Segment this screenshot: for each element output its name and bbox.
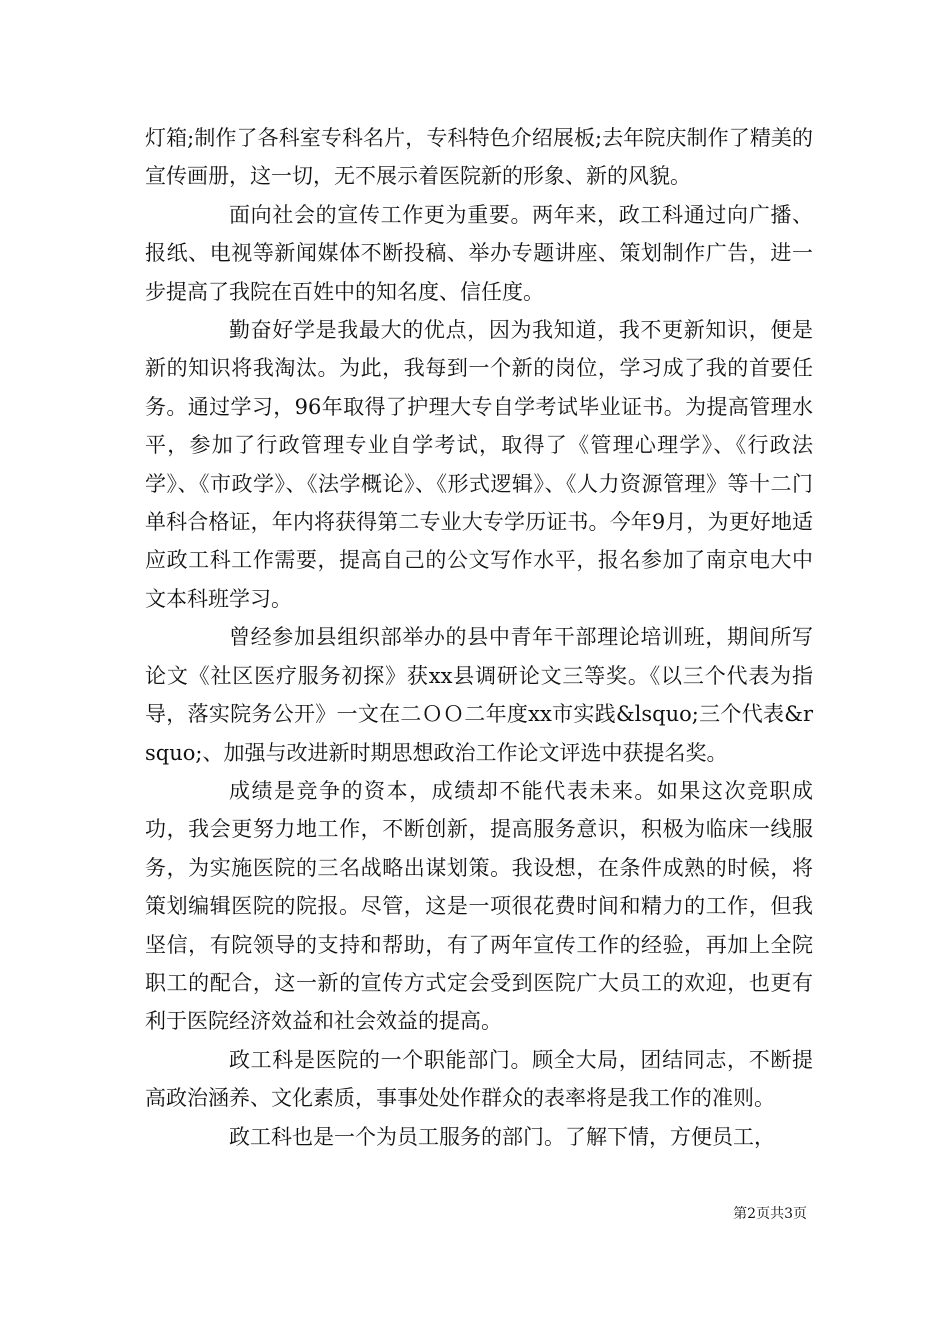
paragraph-6: 政工科是医院的一个职能部门。顾全大局，团结同志，不断提高政治涵养、文化素质，事事处处作群众的表率将是我工作的准则。 bbox=[145, 1047, 813, 1111]
paragraph-5: 成绩是竞争的资本，成绩却不能代表未来。如果这次竞职成功，我会更努力地工作，不断创新，提高服务意识，积极为临床一线服务，为实施医院的三名战略出谋划策。我设想，在条件成熟的时候，将策划编辑医院的院报。尽管，这是一项很花费时间和精力的工作，但我坚信，有院领导的支持和帮助，有了两年宣传工作的经验，再加上全院职工的配合，这一新的宣传方式定会受到医院广大员工的欢迎，也更有利于医院经济效益和社会效益的提高。 bbox=[145, 778, 813, 1034]
paragraph-7: 政工科也是一个为员工服务的部门。了解下情，方便员工， bbox=[229, 1124, 775, 1149]
document-body bbox=[145, 119, 813, 1156]
paragraph-2: 面向社会的宣传工作更为重要。两年来，政工科通过向广播、报纸、电视等新闻媒体不断投稿、举办专题讲座、策划制作广告，进一步提高了我院在百姓中的知名度、信任度。 bbox=[145, 202, 813, 304]
paragraph-4: 曾经参加县组织部举办的县中青年干部理论培训班，期间所写论文《社区医疗服务初探》获xx县调研论文三等奖。《以三个代表为指导，落实院务公开》一文在二ＯＯ二年度xx市实践&lsquo;三个代表&rsquo;、加强与改进新时期思想政治工作论文评选中获提名奖。 bbox=[145, 625, 813, 765]
paragraph-1: 灯箱;制作了各科室专科名片，专科特色介绍展板;去年院庆制作了精美的宣传画册，这一切，无不展示着医院新的形象、新的风貌。 bbox=[145, 126, 813, 189]
paragraph-3: 勤奋好学是我最大的优点，因为我知道，我不更新知识，便是新的知识将我淘汰。为此，我每到一个新的岗位，学习成了我的首要任务。通过学习，96年取得了护理大专自学考试毕业证书。为提高管理水平，参加了行政管理专业自学考试，取得了《管理心理学》、《行政法学》、《市政学》、《法学概论》、《形式逻辑》、《人力资源管理》等十二门单科合格证，年内将获得第二专业大专学历证书。今年9月，为更好地适应政工科工作需要，提高自己的公文写作水平，报名参加了南京电大中文本科班学习。 bbox=[145, 318, 813, 611]
page-number-footer: 第2页共3页 bbox=[733, 1206, 807, 1222]
